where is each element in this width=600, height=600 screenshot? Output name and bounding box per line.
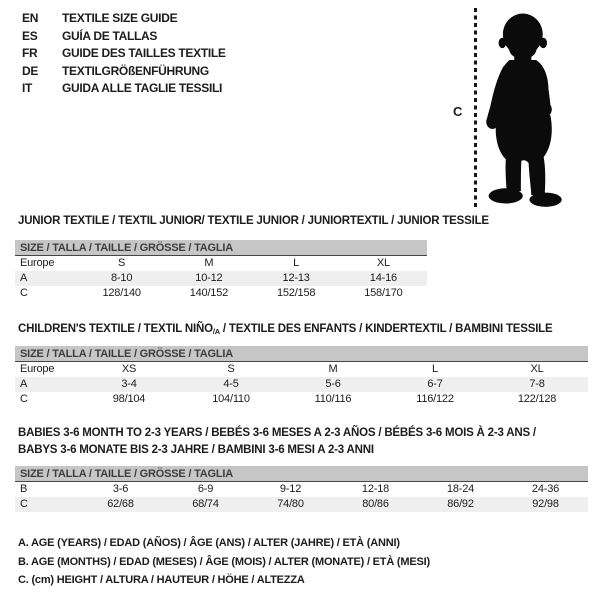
section-title-junior: JUNIOR TEXTILE / TEXTIL JUNIOR/ TEXTILE JUNIOR / JUNIORTEXTIL / JUNIOR TESSILE bbox=[18, 215, 489, 227]
table-cell: 12-13 bbox=[282, 272, 310, 284]
table-cell: 140/152 bbox=[189, 287, 229, 299]
table-cell: L bbox=[432, 363, 438, 375]
table-row bbox=[15, 256, 427, 271]
toddler-silhouette-icon bbox=[481, 5, 576, 212]
table-cell: 98/104 bbox=[112, 393, 146, 405]
table-cell: 86/92 bbox=[447, 498, 474, 510]
table-cell: 158/170 bbox=[364, 287, 403, 299]
table-cell: 3-6 bbox=[112, 483, 129, 495]
language-code: FR bbox=[22, 46, 38, 60]
table-cell: 68/74 bbox=[192, 498, 219, 510]
table-cell: 18-24 bbox=[446, 483, 475, 495]
row-label: B bbox=[20, 483, 28, 495]
table-cell: 122/128 bbox=[517, 393, 557, 405]
table-cell: 6-7 bbox=[427, 378, 443, 390]
table-cell: 116/122 bbox=[416, 393, 454, 405]
table-cell: 152/158 bbox=[276, 287, 316, 299]
table-cell: 5-6 bbox=[325, 378, 341, 390]
table-cell: 6-9 bbox=[197, 483, 214, 495]
table-cell: XL bbox=[530, 363, 544, 375]
table-cell: 7-8 bbox=[529, 378, 545, 390]
language-code: DE bbox=[22, 63, 39, 78]
footnote-age-months: B. AGE (MONTHS) / EDAD (MESES) / ÂGE (MOIS) / ALTER (MONATE) / ETÀ (MESI) bbox=[18, 555, 430, 568]
section-title-babies-line1: BABIES 3-6 MONTH TO 2-3 YEARS / BEBÉS 3-6 MESES A 2-3 AÑOS / BÉBÉS 3-6 MOIS À 2-3 ANS / bbox=[18, 427, 536, 439]
language-title: TEXTILE SIZE GUIDE bbox=[62, 11, 178, 25]
size-table-header: SIZE / TALLA / TAILLE / GRÖSSE / TAGLIA bbox=[15, 346, 588, 362]
table-row bbox=[15, 482, 588, 497]
table-cell: XS bbox=[121, 363, 137, 375]
size-table-header: SIZE / TALLA / TAILLE / GRÖSSE / TAGLIA bbox=[15, 240, 427, 256]
table-cell: 10-12 bbox=[195, 272, 223, 284]
table-body bbox=[15, 256, 427, 301]
table-body bbox=[15, 362, 588, 407]
row-label: C bbox=[20, 393, 28, 405]
size-table-header: SIZE / TALLA / TAILLE / GRÖSSE / TAGLIA bbox=[15, 466, 588, 482]
section-title-text: CHILDREN'S TEXTILE / TEXTIL NIÑO bbox=[18, 323, 213, 335]
row-label: A bbox=[20, 272, 28, 284]
table-cell: 9-12 bbox=[279, 483, 302, 495]
table-row bbox=[15, 497, 588, 512]
children-size-table bbox=[15, 346, 588, 407]
table-row bbox=[15, 271, 427, 286]
language-title: TEXTILGRÖßENFÜHRUNG bbox=[62, 63, 209, 78]
row-label: A bbox=[20, 378, 28, 390]
row-label: Europe bbox=[20, 257, 55, 269]
table-cell: S bbox=[118, 257, 126, 269]
height-measure-label: C bbox=[453, 104, 463, 119]
table-cell: 3-4 bbox=[121, 378, 137, 390]
table-body bbox=[15, 482, 588, 512]
height-dashed-line bbox=[474, 8, 477, 208]
junior-size-table bbox=[15, 240, 427, 301]
section-title-subscript: /A bbox=[212, 327, 220, 336]
language-title: GUIDE DES TAILLES TEXTILE bbox=[62, 46, 226, 60]
height-figure bbox=[0, 0, 600, 220]
table-cell: 62/68 bbox=[107, 498, 134, 510]
row-label: Europe bbox=[20, 363, 55, 375]
language-code: IT bbox=[22, 81, 33, 95]
language-title: GUIDA ALLE TAGLIE TESSILI bbox=[62, 81, 223, 95]
row-label: C bbox=[20, 287, 28, 299]
row-label: C bbox=[20, 498, 28, 510]
table-cell: XL bbox=[376, 257, 390, 269]
table-cell: L bbox=[293, 257, 300, 269]
footnote-age-years: A. AGE (YEARS) / EDAD (AÑOS) / ÂGE (ANS) / ALTER (JAHRE) / ETÀ (ANNI) bbox=[18, 537, 400, 549]
table-cell: 128/140 bbox=[102, 287, 141, 299]
legend-footnotes bbox=[18, 534, 430, 590]
table-cell: 92/98 bbox=[532, 498, 559, 510]
table-cell: 4-5 bbox=[223, 378, 239, 390]
table-cell: 8-10 bbox=[111, 272, 133, 284]
table-cell: S bbox=[227, 363, 235, 375]
table-row bbox=[15, 392, 588, 407]
language-title: GUÍA DE TALLAS bbox=[62, 28, 158, 43]
table-cell: 12-18 bbox=[361, 483, 390, 495]
table-cell: 24-36 bbox=[531, 483, 560, 495]
table-row bbox=[15, 362, 588, 377]
footnote-height: C. (cm) HEIGHT / ALTURA / HAUTEUR / HÖHE / ALTEZZA bbox=[18, 574, 305, 586]
table-cell: M bbox=[328, 363, 338, 375]
table-cell: 104/110 bbox=[212, 393, 250, 405]
language-code: ES bbox=[22, 28, 38, 43]
table-cell: 14-16 bbox=[369, 272, 397, 284]
table-cell: 110/116 bbox=[314, 393, 352, 405]
babies-size-table bbox=[15, 466, 588, 512]
language-code: EN bbox=[22, 11, 39, 25]
table-cell: 74/80 bbox=[277, 498, 304, 510]
table-cell: 80/86 bbox=[362, 498, 389, 510]
table-cell: M bbox=[204, 257, 214, 269]
table-row bbox=[15, 286, 427, 301]
table-row bbox=[15, 377, 588, 392]
section-title-babies-line2: BABYS 3-6 MONATE BIS 2-3 JAHRE / BAMBINI 3-6 MESI A 2-3 ANNI bbox=[18, 444, 374, 456]
section-title-text: / TEXTILE DES ENFANTS / KINDERTEXTIL / BAMBINI TESSILE bbox=[219, 323, 553, 335]
section-title-children bbox=[18, 323, 552, 336]
